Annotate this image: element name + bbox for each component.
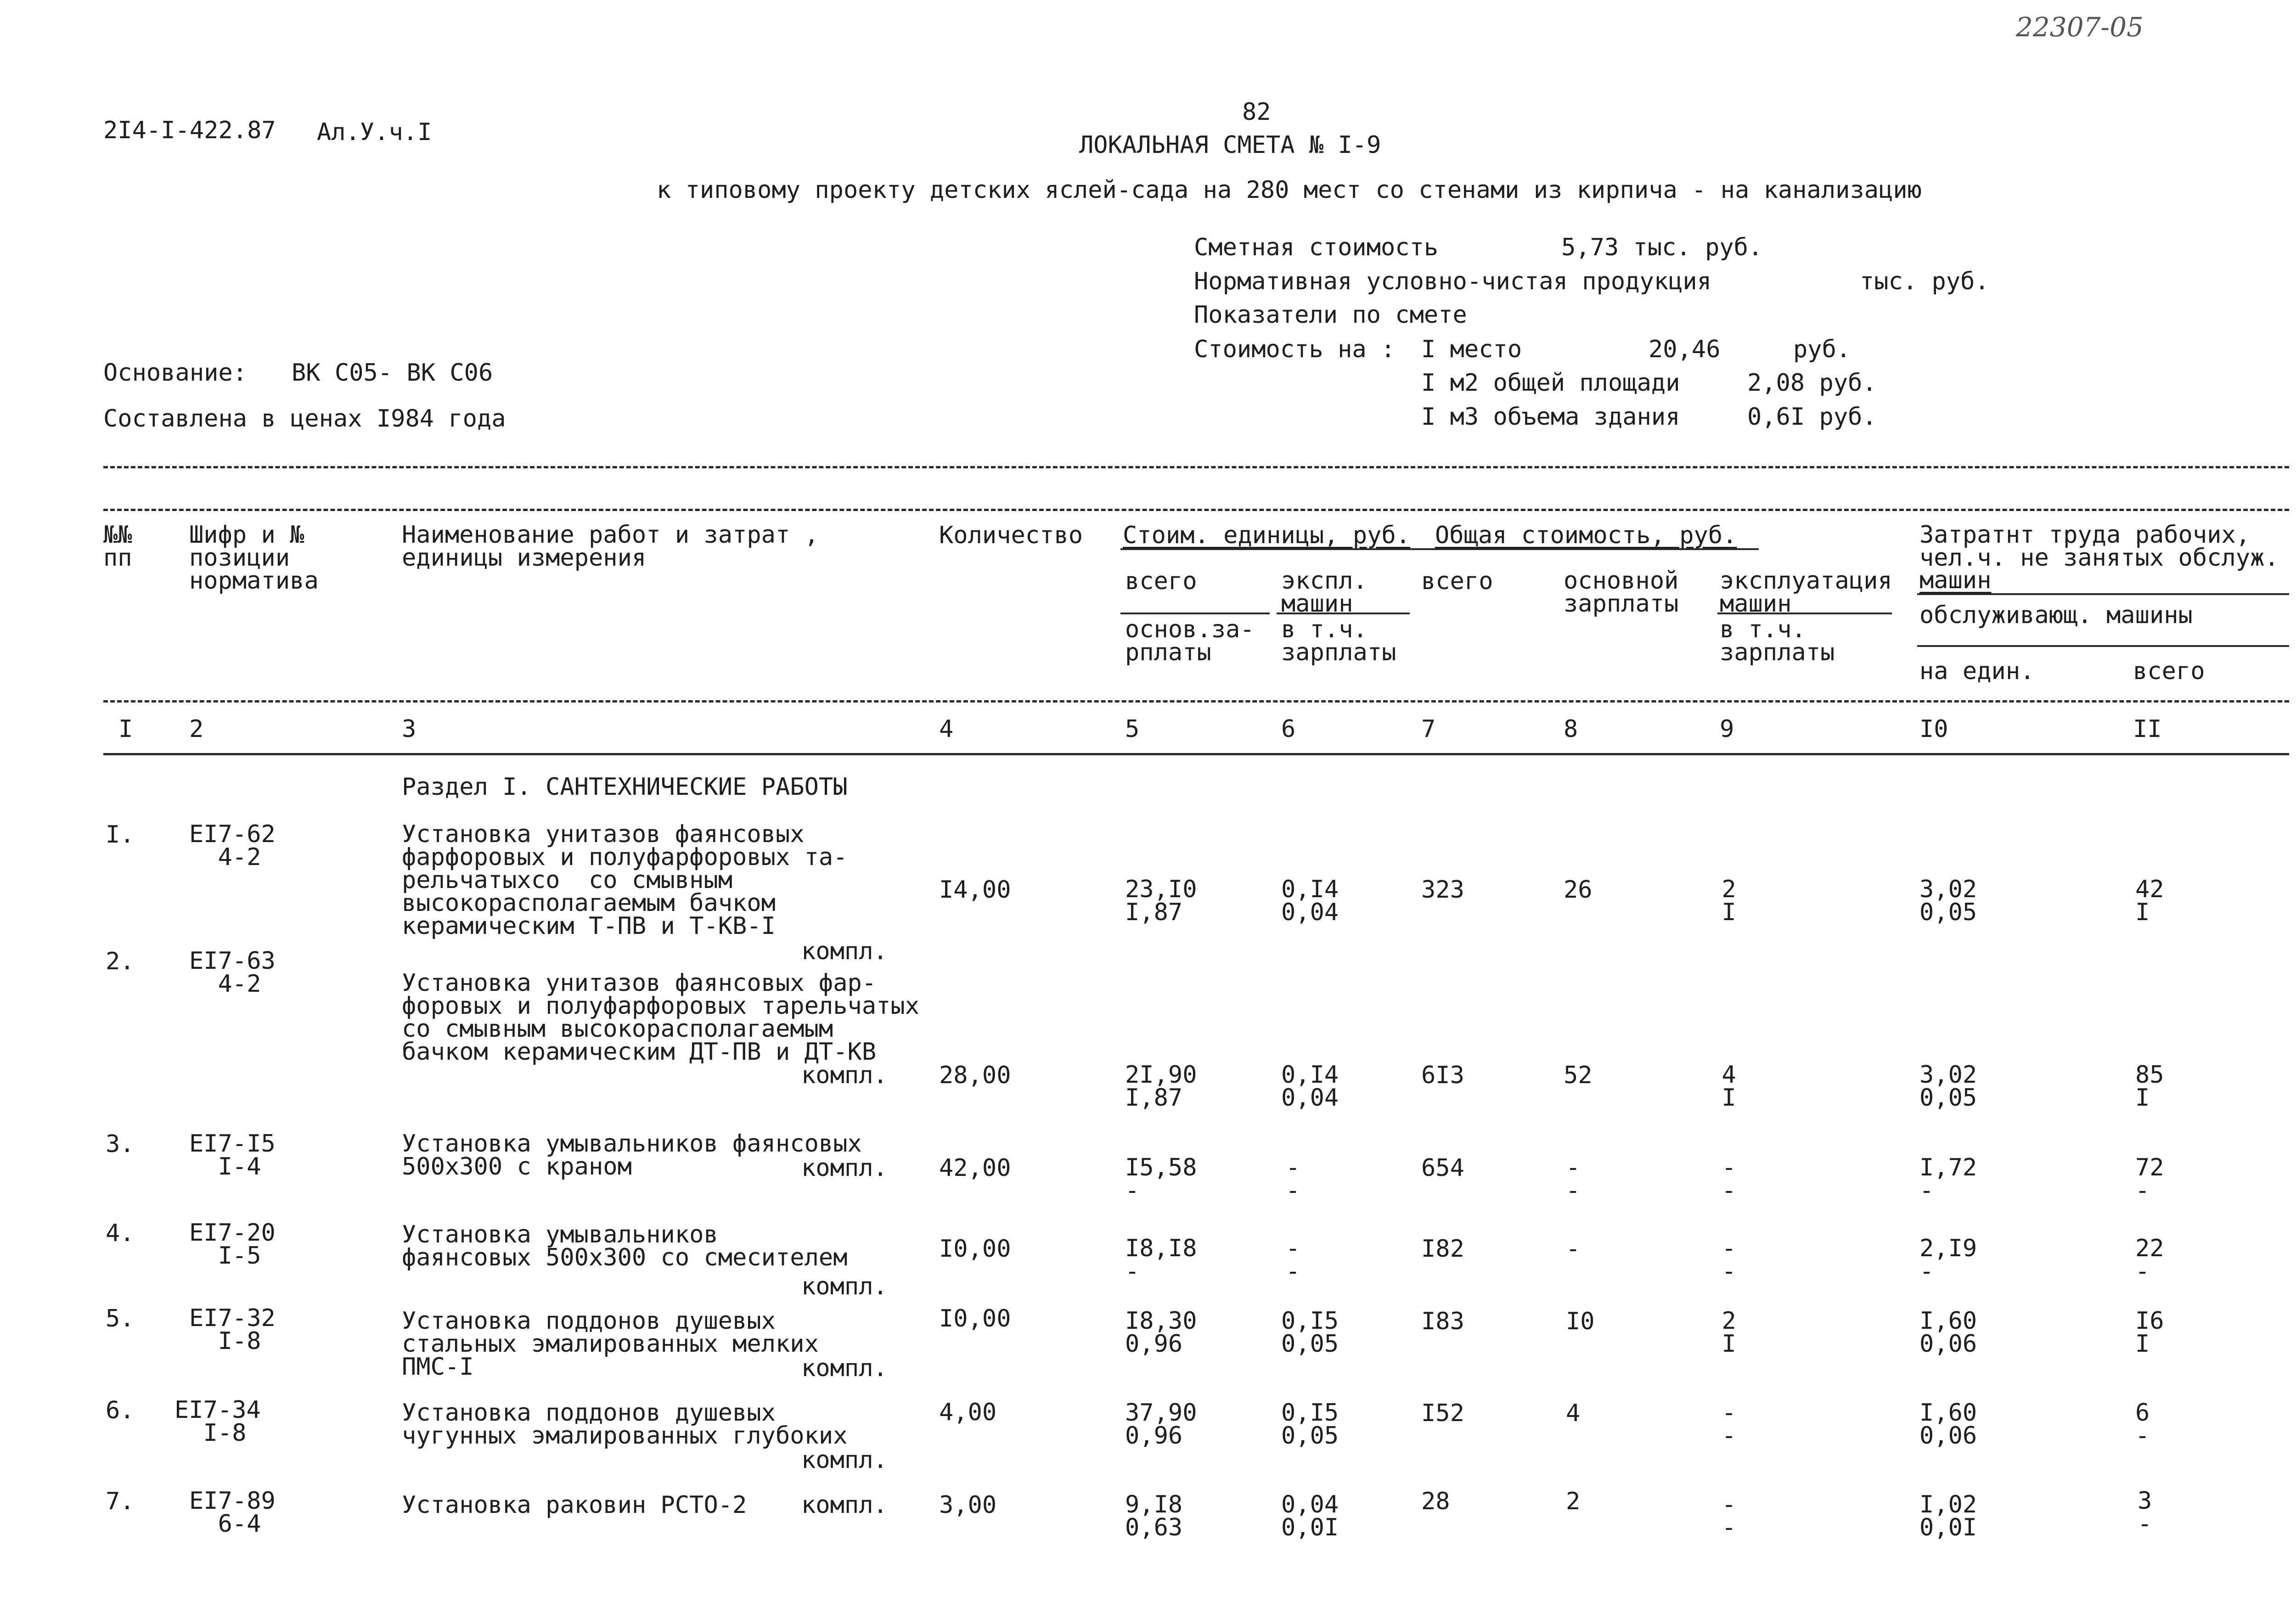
row-7-labor-per-unit: I,02 0,0I [1919, 1491, 1977, 1541]
row-3-unit-cost: I5,58 - [1125, 1154, 1197, 1204]
row-3-base-salary: - - [1566, 1154, 1581, 1204]
row-5-unit: компл. [801, 1354, 888, 1382]
row-2-machine-operation: 4 I [1722, 1061, 1736, 1112]
row-6-unit: компл. [801, 1446, 888, 1474]
row-1-name: Установка унитазов фаянсовых фарфоровых и полуфарфоровых та- рельчатыхсо со смывным высокорасполагаемым бачком керамическим Т-ПВ и Т-КВ-I [402, 821, 848, 940]
row-1-labor-total: 42 I [2135, 876, 2164, 926]
row-4-machine-operation: - - [1722, 1235, 1736, 1285]
col-header-6-top: экспл. машин [1281, 567, 1367, 618]
per-m2-value: 2,08 руб. [1747, 369, 1877, 397]
total-cost-group-header: Общая стоимость, руб. [1435, 522, 1737, 549]
per-place-value: 20,46 [1649, 336, 1721, 363]
row-7-labor-total: 3 - [2138, 1487, 2152, 1538]
row-2-unit: компл. [801, 1062, 888, 1089]
col-number-11: II [2133, 715, 2162, 743]
header-bottom-rule [103, 700, 2289, 703]
row-2-number: 2. [106, 948, 135, 975]
row-7-qty: 3,00 [939, 1491, 997, 1519]
col-number-4: 4 [939, 715, 954, 743]
row-1-unit: компл. [801, 938, 888, 965]
row-3-labor-total: 72 - [2135, 1154, 2164, 1204]
cost-per-label: Стоимость на : [1194, 336, 1396, 363]
col-number-10: I0 [1919, 715, 1948, 743]
row-5-unit-cost: I8,30 0,96 [1125, 1307, 1197, 1358]
row-6-labor-total: 6 - [2135, 1399, 2150, 1450]
row-4-machine-cost: - - [1286, 1235, 1300, 1285]
col-number-6: 6 [1281, 715, 1296, 743]
row-3-total: 654 [1421, 1154, 1464, 1182]
col-number-8: 8 [1564, 715, 1578, 743]
row-5-machine-operation: 2 I [1722, 1307, 1736, 1358]
labor-subdivider [1917, 645, 2289, 647]
row-6-code: ЕI7-34 I-8 [174, 1396, 261, 1447]
table-top-rule [103, 509, 2289, 511]
cost-group-underline [1120, 548, 1759, 550]
col-header-5-top: всего [1125, 568, 1197, 595]
row-7-unit-cost: 9,I8 0,63 [1125, 1491, 1183, 1541]
row-4-labor-total: 22 - [2135, 1235, 2164, 1285]
row-1-code: ЕI7-62 4-2 [189, 821, 276, 871]
album-label: Ал.У.ч.I [317, 118, 432, 146]
row-5-base-salary: I0 [1566, 1308, 1595, 1335]
row-6-total: I52 [1421, 1399, 1464, 1427]
row-6-number: 6. [106, 1397, 135, 1424]
row-4-code: ЕI7-20 I-5 [189, 1219, 276, 1270]
row-5-number: 5. [106, 1305, 135, 1332]
normative-production-unit: тыс. руб. [1860, 268, 1989, 295]
per-m3-label: I м3 объема здания [1421, 403, 1680, 431]
col-header-code: Шифр и № позиции норматива [189, 521, 319, 595]
row-5-labor-total: I6 I [2135, 1307, 2164, 1358]
row-5-code: ЕI7-32 I-8 [189, 1304, 276, 1355]
row-3-labor-per-unit: I,72 - [1919, 1154, 1977, 1204]
row-2-labor-total: 85 I [2135, 1061, 2164, 1112]
col-header-qty: Количество [939, 522, 1083, 549]
row-5-name: Установка поддонов душевых стальных эмалированных мелких ПМС-I [402, 1307, 819, 1381]
row-5-machine-cost: 0,I5 0,05 [1281, 1307, 1339, 1358]
row-1-labor-per-unit: 3,02 0,05 [1919, 876, 1977, 926]
unit-cost-group-header: Стоим. единицы, руб. [1123, 522, 1411, 549]
row-3-qty: 42,00 [939, 1154, 1011, 1182]
col-header-11: всего [2133, 658, 2205, 685]
row-2-labor-per-unit: 3,02 0,05 [1919, 1061, 1977, 1112]
row-6-machine-operation: - - [1722, 1399, 1736, 1450]
row-1-qty: I4,00 [939, 876, 1011, 904]
row-4-number: 4. [106, 1220, 135, 1247]
col-header-7: всего [1421, 568, 1493, 595]
col-5-divider [1120, 613, 1270, 614]
row-7-unit: компл. [801, 1491, 888, 1519]
col-header-8: основной зарплаты [1564, 567, 1679, 618]
row-2-base-salary: 52 [1564, 1062, 1593, 1089]
row-3-machine-operation: - - [1722, 1154, 1736, 1204]
row-2-code: ЕI7-63 4-2 [189, 947, 276, 998]
row-6-unit-cost: 37,90 0,96 [1125, 1399, 1197, 1450]
row-7-name: Установка раковин РСТО-2 [402, 1491, 747, 1519]
normative-production-label: Нормативная условно-чистая продукция [1194, 268, 1712, 295]
row-1-number: I. [106, 821, 135, 849]
column-numbers-rule [103, 753, 2289, 755]
col-number-3: 3 [402, 715, 416, 743]
prices-note: Составлена в ценах I984 года [103, 405, 506, 433]
col-header-num: №№ пп [103, 521, 132, 572]
top-dashed-rule [103, 466, 2289, 468]
page-title: ЛОКАЛЬНАЯ СМЕТА № I-9 [1079, 131, 1381, 159]
row-7-number: 7. [106, 1488, 135, 1515]
basis-label: Основание: [103, 359, 248, 387]
row-4-name: Установка умывальников фаянсовых 500х300 со смесителем [402, 1221, 848, 1271]
row-7-machine-cost: 0,04 0,0I [1281, 1491, 1339, 1541]
row-4-qty: I0,00 [939, 1235, 1011, 1263]
col-header-name: Наименование работ и затрат , единицы измерения [402, 521, 819, 572]
row-2-qty: 28,00 [939, 1062, 1011, 1089]
row-2-name: Установка унитазов фаянсовых фар- форовых и полуфарфоровых тарельчатых со смывным высокорасполагаемым бачком керамическим ДТ-ПВ и ДТ-КВ [402, 969, 920, 1066]
row-2-total: 6I3 [1421, 1062, 1464, 1089]
row-6-qty: 4,00 [939, 1399, 997, 1426]
labor-serving-header: обслуживающ. машины [1919, 601, 2193, 629]
page-number: 82 [1242, 98, 1271, 126]
per-place-label: I место [1421, 336, 1522, 363]
col-header-5-bottom: основ.за- рплаты [1125, 616, 1255, 666]
doc-code: 2I4-I-422.87 [103, 117, 276, 144]
labor-group-header: Затратнт труда рабочих, чел.ч. не занятых обслуж. [1919, 521, 2279, 572]
row-1-unit-cost: 23,I0 I,87 [1125, 876, 1197, 926]
row-3-number: 3. [106, 1130, 135, 1158]
row-1-machine-cost: 0,I4 0,04 [1281, 876, 1339, 926]
col-number-9: 9 [1720, 715, 1734, 743]
row-5-total: I83 [1421, 1308, 1464, 1335]
handwritten-note: 22307-05 [2016, 11, 2144, 43]
page-subtitle: к типовому проекту детских яслей-сада на 280 мест со стенами из кирпича - на канализацию [657, 176, 1922, 204]
row-4-base-salary: - [1566, 1235, 1581, 1263]
row-1-base-salary: 26 [1564, 876, 1593, 904]
row-4-total: I82 [1421, 1235, 1464, 1263]
row-6-labor-per-unit: I,60 0,06 [1919, 1399, 1977, 1450]
row-4-unit-cost: I8,I8 - [1125, 1235, 1197, 1285]
col-number-7: 7 [1421, 715, 1436, 743]
col-number-5: 5 [1125, 715, 1140, 743]
col-number-1: I [118, 715, 133, 743]
row-6-name: Установка поддонов душевых чугунных эмалированных глубоких [402, 1399, 848, 1450]
per-m2-label: I м2 общей площади [1421, 369, 1680, 397]
per-m3-value: 0,6I руб. [1747, 403, 1877, 431]
estimated-cost-label: Сметная стоимость [1194, 234, 1439, 261]
col-9-divider [1717, 613, 1892, 614]
row-1-machine-operation: 2 I [1722, 876, 1736, 926]
row-5-labor-per-unit: I,60 0,06 [1919, 1307, 1977, 1358]
row-3-code: ЕI7-I5 I-4 [189, 1130, 276, 1180]
row-3-unit: компл. [801, 1154, 888, 1182]
col-number-2: 2 [189, 715, 204, 743]
row-5-qty: I0,00 [939, 1305, 1011, 1332]
row-6-machine-cost: 0,I5 0,05 [1281, 1399, 1339, 1450]
row-2-machine-cost: 0,I4 0,04 [1281, 1061, 1339, 1112]
per-place-unit: руб. [1793, 336, 1851, 363]
col-header-9-top: эксплуатация машин [1720, 567, 1892, 618]
row-7-machine-operation: - - [1722, 1491, 1736, 1541]
row-1-total: 323 [1421, 876, 1464, 904]
col-header-10: на един. [1919, 658, 2035, 685]
row-7-base-salary: 2 [1566, 1488, 1581, 1515]
labor-group-divider [1917, 593, 2289, 595]
col-header-9-bottom: в т.ч. зарплаты [1720, 616, 1835, 666]
row-4-unit: компл. [801, 1273, 888, 1300]
basis-value: ВК С05- ВК С06 [292, 359, 493, 387]
row-3-machine-cost: - - [1286, 1154, 1300, 1204]
row-7-total: 28 [1421, 1488, 1450, 1515]
row-3-name: Установка умывальников фаянсовых 500х300 с краном [402, 1130, 862, 1180]
indicators-label: Показатели по смете [1194, 301, 1467, 329]
section-title: Раздел I. САНТЕХНИЧЕСКИЕ РАБОТЫ [402, 773, 848, 801]
labor-machines-header: машин [1919, 567, 1992, 594]
row-7-code: ЕI7-89 6-4 [189, 1487, 276, 1538]
row-6-base-salary: 4 [1566, 1399, 1581, 1427]
row-4-labor-per-unit: 2,I9 - [1919, 1235, 1977, 1285]
col-header-6-bottom: в т.ч. зарплаты [1281, 616, 1396, 666]
estimated-cost-value: 5,73 тыс. руб. [1561, 234, 1763, 261]
row-2-unit-cost: 2I,90 I,87 [1125, 1061, 1197, 1112]
col-6-divider [1277, 613, 1410, 614]
